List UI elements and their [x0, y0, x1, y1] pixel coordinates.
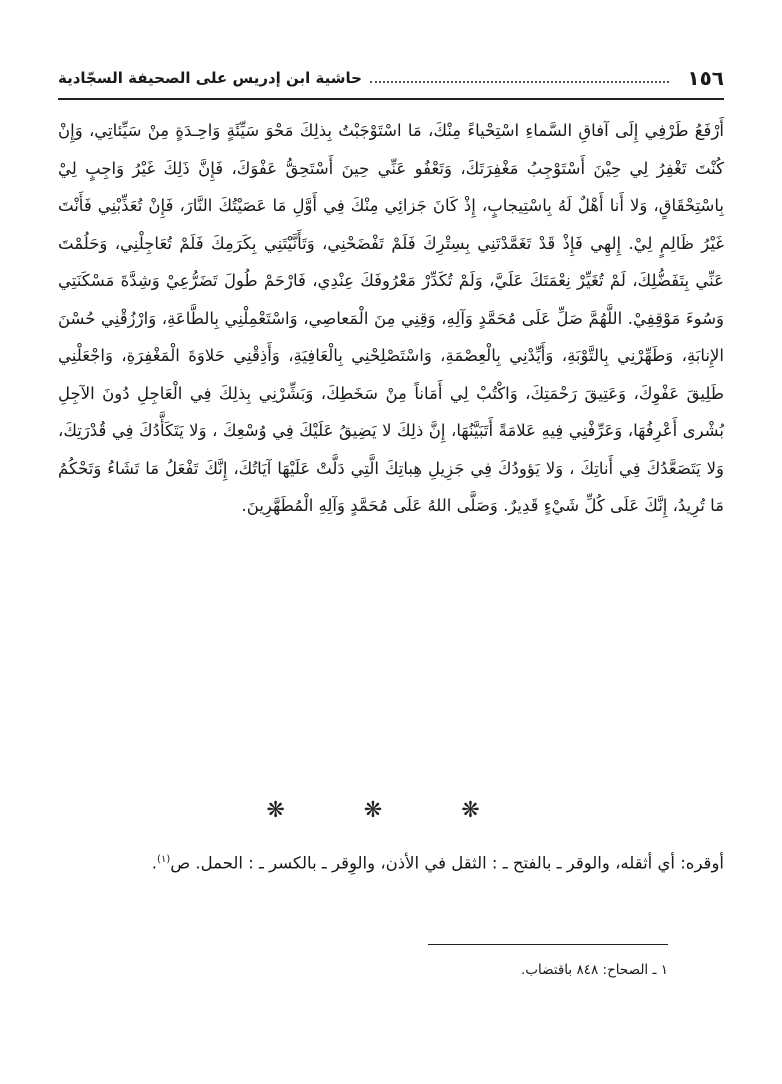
footnote: ١ ـ الصحاح: ٨٤٨ باقتضاب. [520, 962, 668, 978]
page-number: ١٥٦ [687, 66, 724, 90]
running-title: حاشية ابن إدريس على الصحيفة السجّادية [58, 69, 362, 87]
page-header [58, 58, 724, 100]
note-end-punct: . [151, 853, 158, 873]
header-dotted-leader [370, 81, 669, 83]
section-separator: ❋ ❋ ❋ [266, 798, 516, 823]
note-text: أوقره: أي أثقله، والوقر ـ بالفتح ـ : الثقل في الأذن، والوِقر ـ بالكسر ـ : الحمل. ص [170, 853, 724, 873]
footnote-rule [428, 944, 668, 945]
main-paragraph: أَرْفَعُ طَرْفِي إِلَى آفاقِ السَّماءِ اسْتِحْياءً مِنْكَ، مَا اسْتَوْجَبْتُ بِذلِكَ مَحْوَ سَيِّئَةٍ وَاحِـدَةٍ مِنْ سَيِّئاتِي، وَإِنْ كُنْتَ تَغْفِرُ لِي حِيْنَ أَسْتَوْجِبُ مَغْفِرَتَكَ، وَتَعْفُو عَنِّي حِينَ أَسْتَحِقُّ عَفْوَكَ، فَإِنَّ ذَلِكَ غَيْرُ وَاجِبٍ لِيْ بِاسْتِحْقَاقٍ، وَلا أَنا أَهْلٌ لَهُ بِاسْتِيجابٍ، إِذْ كَانَ جَزائِي مِنْكَ فِي أَوَّلِ مَا عَصَيْتُكَ النَّارَ، فَإِنْ تُعَذِّبْنِي فَأَنْتَ غَيْرُ ظَالِمٍ لِيْ. إِلهِي فَإِذْ قَدْ تَغَمَّدْتَنِي بِسِتْرِكَ فَلَمْ تَفْضَحْنِي، وَتَأَنَّيْتَنِي بِكَرَمِكَ فَلَمْ تُعَاجِلْنِي، وَحَلُمْتَ عَنِّي بِتَفَضُّلِكَ، لَمْ تُغَيِّرْ نِعْمَتَكَ عَلَيَّ، وَلَمْ تُكَدِّرْ مَعْرُوفَكَ عِنْدِي، فَارْحَمْ طُولَ تَضَرُّعِيْ وَشِدَّةَ مَسْكَنَتِي وَسُوءَ مَوْقِفِيْ. اللَّهُمَّ صَلِّ عَلَى مُحَمَّدٍ وَآلِهِ، وَقِنِي مِنَ الْمَعاصِي، وَاسْتَعْمِلْنِي بِالطَّاعَةِ، وَارْزُقْنِي حُسْنَ الإِنابَةِ، وَطَهِّرْنِي بِالتَّوْبَةِ، وَأَيِّدْنِي بِالْعِصْمَةِ، وَاسْتَصْلِحْنِي بِالْعَافِيَةِ، وَأَذِقْنِي حَلاوَةَ الْمَغْفِرَةِ، وَاجْعَلْنِي طَلِيقَ عَفْوِكَ، وَعَتِيقَ رَحْمَتِكَ، وَاكْتُبْ لِي أَمَاناً مِنْ سَخَطِكَ، وَبَشِّرْنِي بِذلِكَ فِي الْعَاجِلِ دُونَ الآجِلِ بُشْرى أَعْرِفُهَا، وَعَرِّفْنِي فِيهِ عَلامَةً أَتَبَيَّنُهَا، إِنَّ ذلِكَ لا يَضِيقُ عَلَيْكَ فِي وُسْعِكَ ، وَلا يَتَكَأَّدُكَ فِي قُدْرَتِكَ، وَلا يَتَصَعَّدُكَ فِي أَناتِكَ ، وَلا يَؤودُكَ فِي جَزِيلِ هِباتِكَ الَّتِي دَلَّتْ عَلَيْهَا آيَاتُكَ، إِنَّكَ تَفْعَلُ مَا تَشَاءُ وَتَحْكُمُ مَا تُرِيدُ، إِنَّكَ عَلَى كُلِّ شَيْءٍ قَدِيرٌ. وَصَلَّى اللهُ عَلَى مُحَمَّدٍ وَآلِهِ الْمُطَهَّرِينَ. [58, 121, 724, 515]
commentary-note [58, 838, 724, 886]
supplication-text [58, 112, 724, 525]
footnote-reference: (١) [157, 854, 171, 865]
